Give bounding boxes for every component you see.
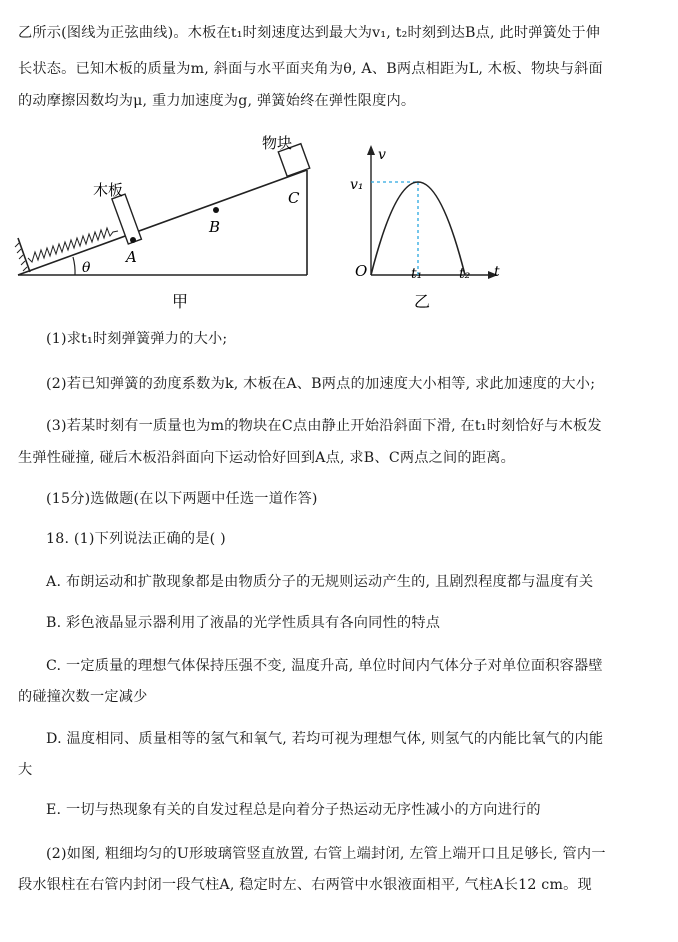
point-b-dot <box>213 207 219 213</box>
v-axis-arrow <box>367 145 375 155</box>
label-angle: θ <box>82 260 91 276</box>
label-v1: v₁ <box>350 177 364 193</box>
intro-line-2: 长状态。已知木板的质量为m, 斜面与水平面夹角为θ, A、B两点相距为L, 木板、物块与斜面 <box>18 61 603 77</box>
angle-arc <box>73 257 75 275</box>
q18-option-c-line-2: 的碰撞次数一定减少 <box>18 689 148 705</box>
intro-line-1: 乙所示(图线为正弦曲线)。木板在t₁时刻速度达到最大为v₁, t₂时刻到达B点, 此时弹簧处于伸 <box>18 25 601 41</box>
q18-option-c-line-1: C. 一定质量的理想气体保持压强不变, 温度升高, 单位时间内气体分子对单位面积容器壁 <box>46 658 603 674</box>
label-t-axis: t <box>494 264 500 280</box>
wooden-board <box>112 194 142 244</box>
q18-option-b: B. 彩色液晶显示器利用了液晶的光学性质具有各向同性的特点 <box>46 615 441 631</box>
label-point-a: A <box>126 248 137 266</box>
label-point-b: B <box>209 218 221 236</box>
figure-yi <box>350 145 500 311</box>
label-t2: t₂ <box>459 266 471 282</box>
label-point-c: C <box>288 189 300 207</box>
question-3-line-1: (3)若某时刻有一质量也为m的物块在C点由静止开始沿斜面下滑, 在t₁时刻恰好与木板发 <box>46 418 602 434</box>
q18-part-2-line-2: 段水银柱在右管内封闭一段气柱A, 稳定时左、右两管中水银液面相平, 气柱A长12 cm。现 <box>18 877 592 893</box>
caption-jia: 甲 <box>172 292 189 311</box>
q18-option-d-line-1: D. 温度相同、质量相等的氢气和氧气, 若均可视为理想气体, 则氢气的内能比氧气的内能 <box>46 731 604 747</box>
q18-part-2-line-1: (2)如图, 粗细均匀的U形玻璃管竖直放置, 右管上端封闭, 左管上端开口且足够长, 管内一 <box>46 846 606 862</box>
q18-option-d-line-2: 大 <box>18 762 33 778</box>
section-header: (15分)选做题(在以下两题中任选一道作答) <box>46 491 318 507</box>
caption-yi: 乙 <box>414 292 431 311</box>
question-3-line-2: 生弹性碰撞, 碰后木板沿斜面向下运动恰好回到A点, 求B、C两点之间的距离。 <box>18 450 515 466</box>
label-origin: O <box>355 262 368 280</box>
question-1: (1)求t₁时刻弹簧弹力的大小; <box>46 331 228 347</box>
physics-figure <box>0 118 678 318</box>
label-t1: t₁ <box>411 266 423 282</box>
question-2: (2)若已知弹簧的劲度系数为k, 木板在A、B两点的加速度大小相等, 求此加速度的大小; <box>46 376 596 392</box>
spring <box>28 228 118 262</box>
q18-title: 18. (1)下列说法正确的是( ) <box>46 531 226 547</box>
label-board: 木板 <box>93 181 124 199</box>
q18-option-e: E. 一切与热现象有关的自发过程总是向着分子热运动无序性减小的方向进行的 <box>46 802 541 818</box>
point-a-dot <box>130 237 136 243</box>
label-block: 物块 <box>262 134 293 152</box>
q18-option-a: A. 布朗运动和扩散现象都是由物质分子的无规则运动产生的, 且剧烈程度都与温度有关 <box>46 574 594 590</box>
wall-line <box>18 238 30 272</box>
incline-surface <box>18 170 307 275</box>
figure-jia <box>15 134 310 311</box>
intro-line-3: 的动摩擦因数均为μ, 重力加速度为g, 弹簧始终在弹性限度内。 <box>18 93 416 109</box>
label-v-axis: v <box>378 147 386 163</box>
